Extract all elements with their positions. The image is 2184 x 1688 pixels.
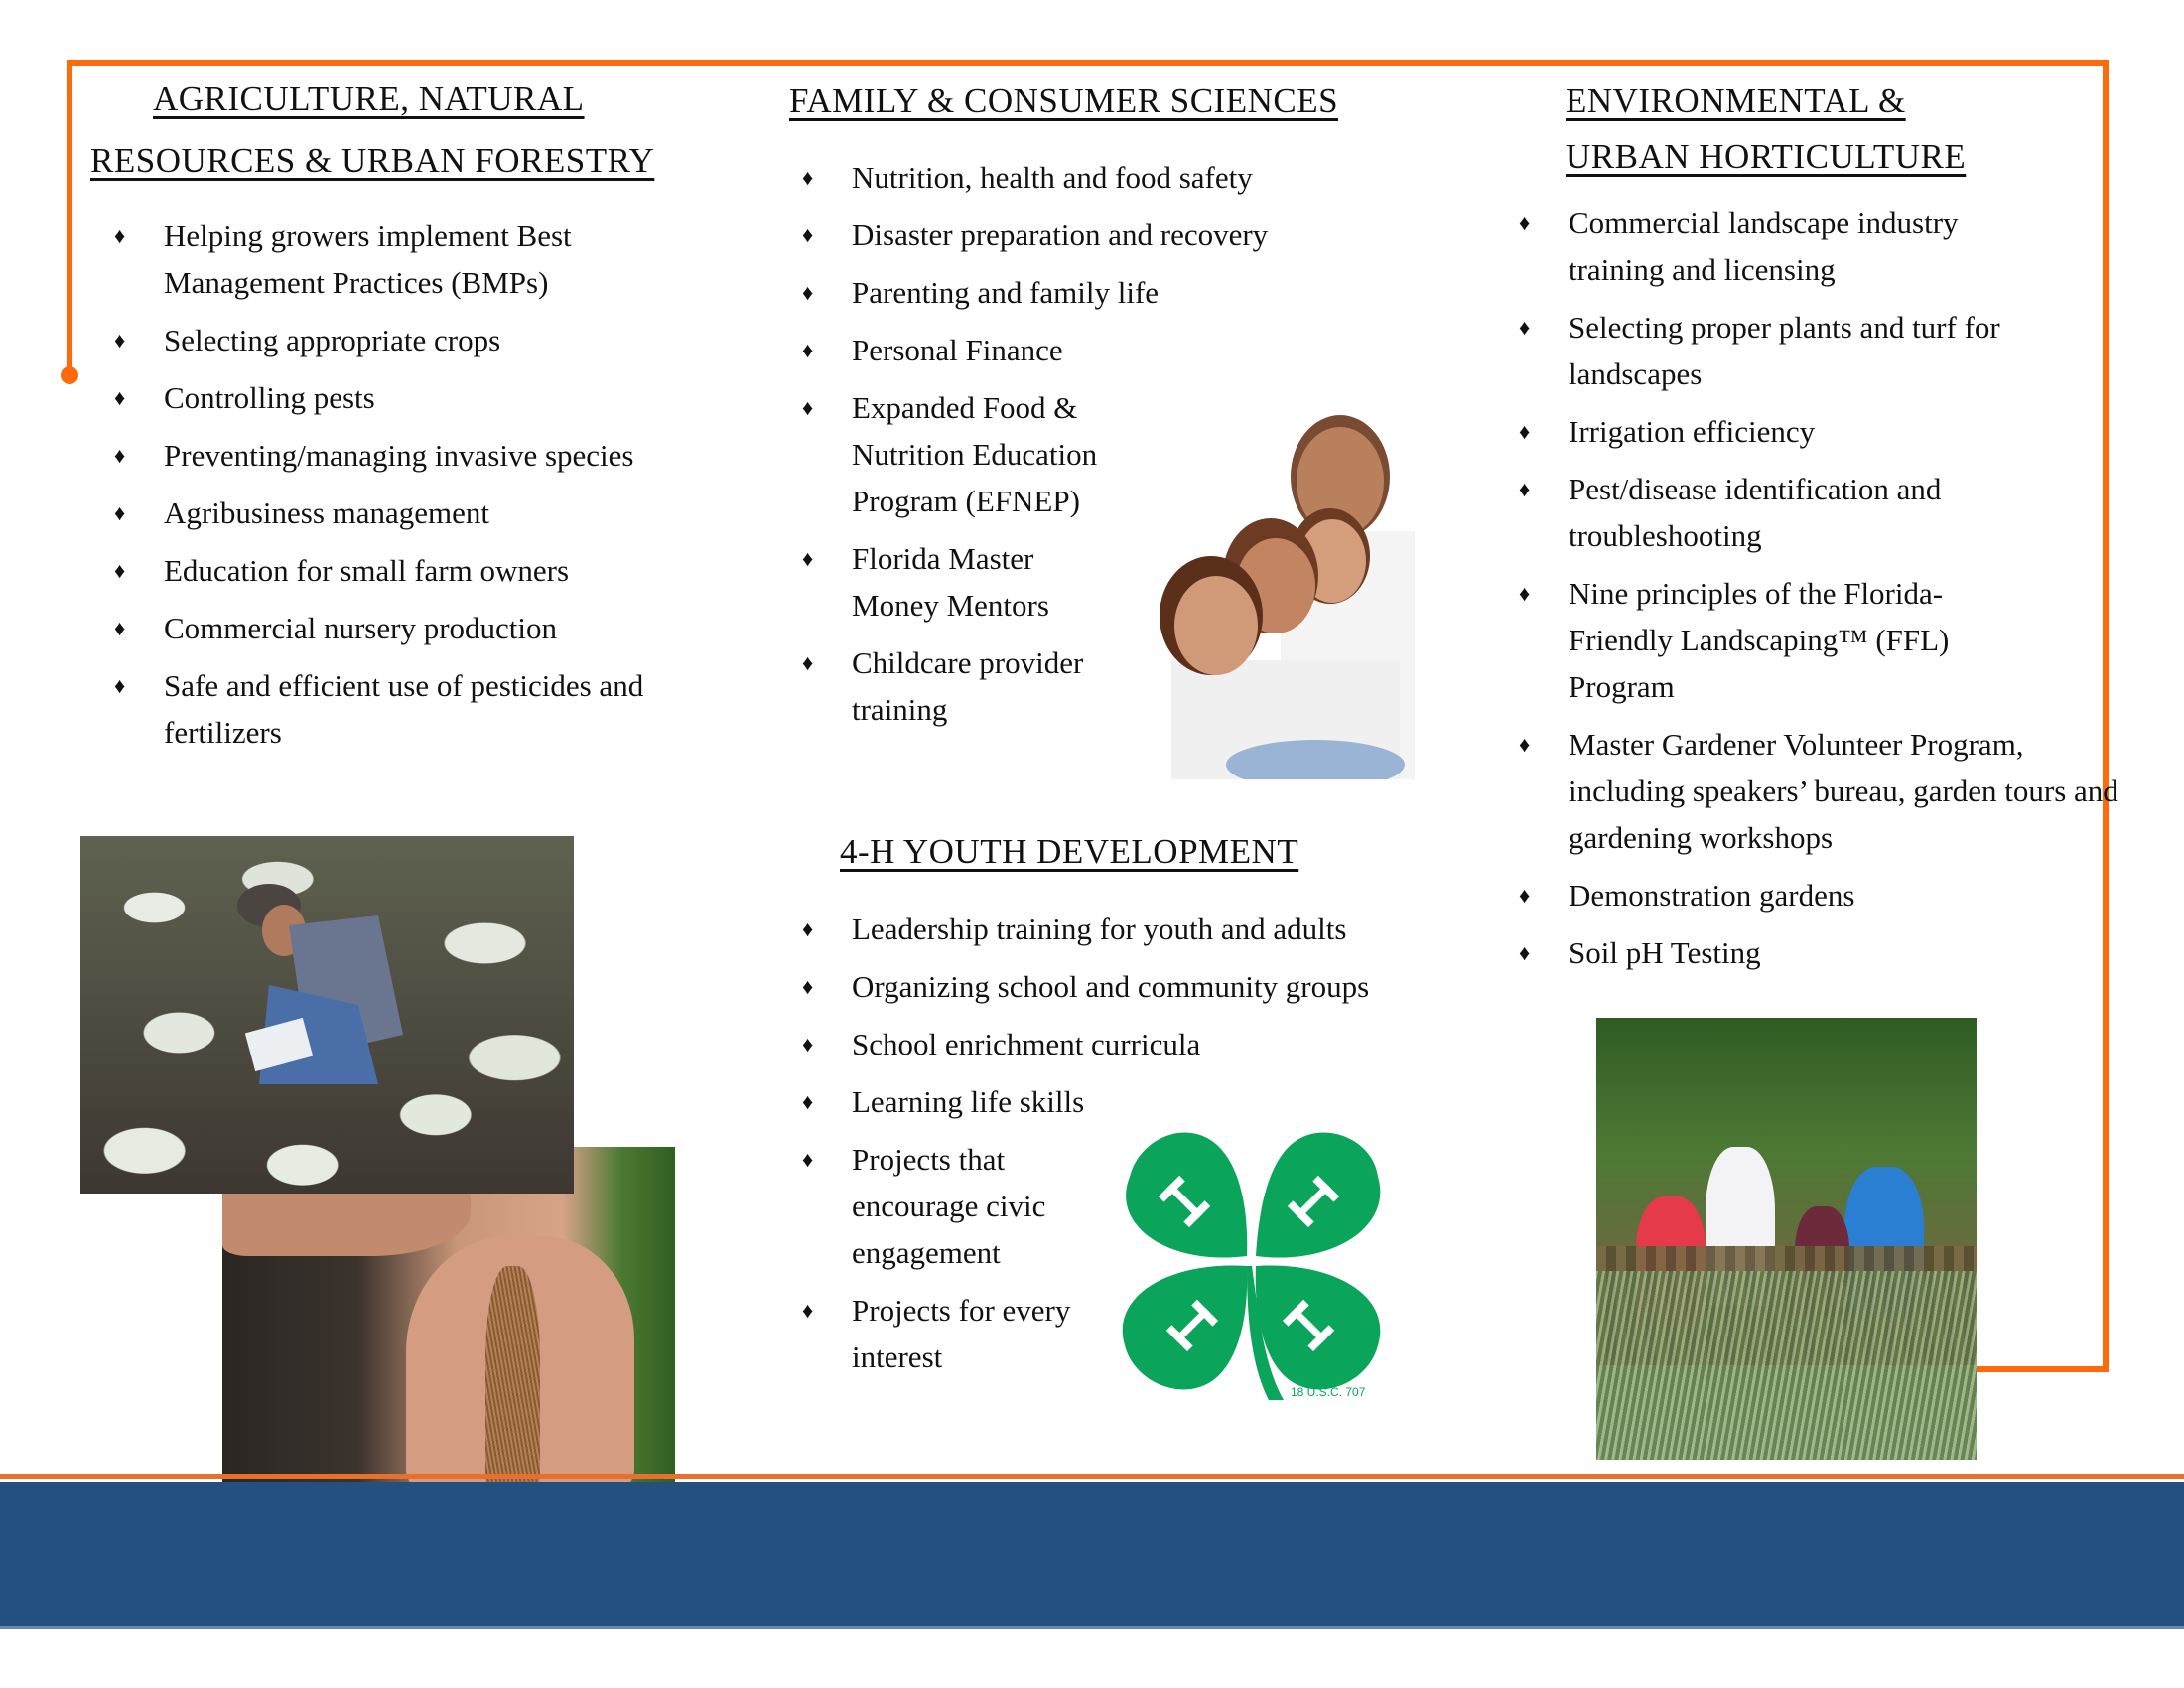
- bullet-diamond-icon: ♦: [802, 1089, 814, 1114]
- bullet-diamond-icon: ♦: [1519, 315, 1531, 340]
- list-item: ♦ Preventing/managing invasive species: [114, 432, 690, 479]
- bullet-diamond-icon: ♦: [802, 165, 814, 190]
- bullet-diamond-icon: ♦: [1519, 883, 1531, 908]
- bullet-diamond-icon: ♦: [1519, 419, 1531, 444]
- list-item: ♦ Selecting proper plants and turf for landscapes: [1519, 304, 2065, 397]
- list-item: ♦ Education for small farm owners: [114, 547, 690, 594]
- bullet-diamond-icon: ♦: [802, 338, 814, 362]
- agriculture-heading-line1: AGRICULTURE, NATURAL: [153, 79, 585, 118]
- list-item: ♦ Agribusiness management: [114, 490, 690, 536]
- bullet-diamond-icon: ♦: [802, 1032, 814, 1056]
- list-item: ♦ Nine principles of the Florida-Friendly Landscaping™ (FFL) Program: [1519, 570, 2025, 710]
- bullet-diamond-icon: ♦: [114, 673, 126, 698]
- bullet-diamond-icon: ♦: [802, 650, 814, 675]
- bullet-diamond-icon: ♦: [114, 558, 126, 583]
- list-item: ♦ Commercial landscape industry training and licensing: [1519, 200, 2025, 293]
- grower-in-field-photo: [80, 836, 574, 1194]
- list-item: ♦ Disaster preparation and recovery: [802, 211, 1408, 258]
- agriculture-heading-line2: RESOURCES & URBAN FORESTRY: [90, 141, 655, 180]
- list-item: ♦ Childcare provider training: [802, 639, 1150, 733]
- youth-heading: 4-H YOUTH DEVELOPMENT: [840, 832, 1299, 871]
- footer-orange-rule: [0, 1474, 2184, 1479]
- orange-frame-top: [67, 60, 2109, 66]
- bullet-diamond-icon: ♦: [802, 974, 814, 999]
- list-item: ♦ Projects that encourage civic engagement: [802, 1136, 1090, 1276]
- bullet-diamond-icon: ♦: [114, 500, 126, 525]
- bullet-diamond-icon: ♦: [114, 385, 126, 410]
- list-item: ♦ Controlling pests: [114, 374, 690, 421]
- bullet-diamond-icon: ♦: [1519, 211, 1531, 235]
- list-item: ♦ Parenting and family life: [802, 269, 1408, 316]
- orange-frame-dot: [61, 366, 78, 384]
- bullet-diamond-icon: ♦: [1519, 940, 1531, 965]
- bullet-diamond-icon: ♦: [114, 328, 126, 352]
- 4h-logo-caption: 18 U.S.C. 707: [1291, 1385, 1366, 1399]
- demonstration-garden-photo: [1596, 1018, 1977, 1460]
- bullet-diamond-icon: ♦: [802, 395, 814, 420]
- orange-frame-left: [67, 60, 72, 375]
- list-item: ♦ Florida Master Money Mentors: [802, 535, 1100, 629]
- footer-blue-band: [0, 1482, 2184, 1627]
- orange-frame-right: [2103, 60, 2109, 1372]
- family-list: [802, 154, 1269, 744]
- list-item: ♦ Helping growers implement Best Management Practices (BMPs): [114, 212, 690, 306]
- bullet-diamond-icon: ♦: [802, 916, 814, 941]
- bullet-diamond-icon: ♦: [114, 223, 126, 248]
- bullet-diamond-icon: ♦: [802, 1298, 814, 1323]
- bullet-diamond-icon: ♦: [1519, 477, 1531, 501]
- bullet-diamond-icon: ♦: [802, 222, 814, 247]
- orange-frame-bottom: [1976, 1366, 2109, 1372]
- list-item: ♦ Master Gardener Volunteer Program, including speakers’ bureau, garden tours and gardening workshops: [1519, 721, 2124, 861]
- list-item: ♦ Expanded Food & Nutrition Education Program (EFNEP): [802, 384, 1150, 524]
- list-item: ♦ Irrigation efficiency: [1519, 408, 2075, 455]
- environmental-heading-line1: ENVIRONMENTAL &: [1566, 81, 1906, 120]
- bullet-diamond-icon: ♦: [802, 1147, 814, 1172]
- bullet-diamond-icon: ♦: [1519, 732, 1531, 757]
- bullet-diamond-icon: ♦: [114, 616, 126, 640]
- list-item: ♦ Projects for every interest: [802, 1287, 1110, 1380]
- family-photo: [1152, 382, 1415, 779]
- list-item: ♦ Commercial nursery production: [114, 605, 690, 651]
- bullet-diamond-icon: ♦: [802, 280, 814, 305]
- list-item: ♦ Organizing school and community groups: [802, 963, 1467, 1010]
- list-item: ♦ Selecting appropriate crops: [114, 317, 690, 363]
- list-item: ♦ Personal Finance: [802, 327, 1408, 373]
- list-item: ♦ Safe and efficient use of pesticides and fertilizers: [114, 662, 690, 756]
- list-item: ♦ Leadership training for youth and adults: [802, 906, 1467, 952]
- list-item: ♦ Nutrition, health and food safety: [802, 154, 1408, 201]
- bullet-diamond-icon: ♦: [1519, 581, 1531, 606]
- list-item: ♦ Demonstration gardens: [1519, 872, 2075, 918]
- bullet-diamond-icon: ♦: [114, 443, 126, 468]
- list-item: ♦ Soil pH Testing: [1519, 929, 2075, 976]
- footer-blue-band-edge: [0, 1626, 2184, 1629]
- agriculture-list: [114, 212, 690, 767]
- environmental-list: [1519, 200, 2118, 987]
- list-item: ♦ Learning life skills: [802, 1078, 1467, 1125]
- bullet-diamond-icon: ♦: [802, 546, 814, 571]
- list-item: ♦ Pest/disease identification and troubleshooting: [1519, 466, 2025, 559]
- hand-with-seedling-photo: [222, 1147, 675, 1484]
- environmental-heading-line2: URBAN HORTICULTURE: [1566, 137, 1967, 176]
- 4h-clover-logo-icon: [1110, 1117, 1393, 1405]
- family-heading: FAMILY & CONSUMER SCIENCES: [789, 81, 1339, 120]
- list-item: ♦ School enrichment curricula: [802, 1021, 1467, 1067]
